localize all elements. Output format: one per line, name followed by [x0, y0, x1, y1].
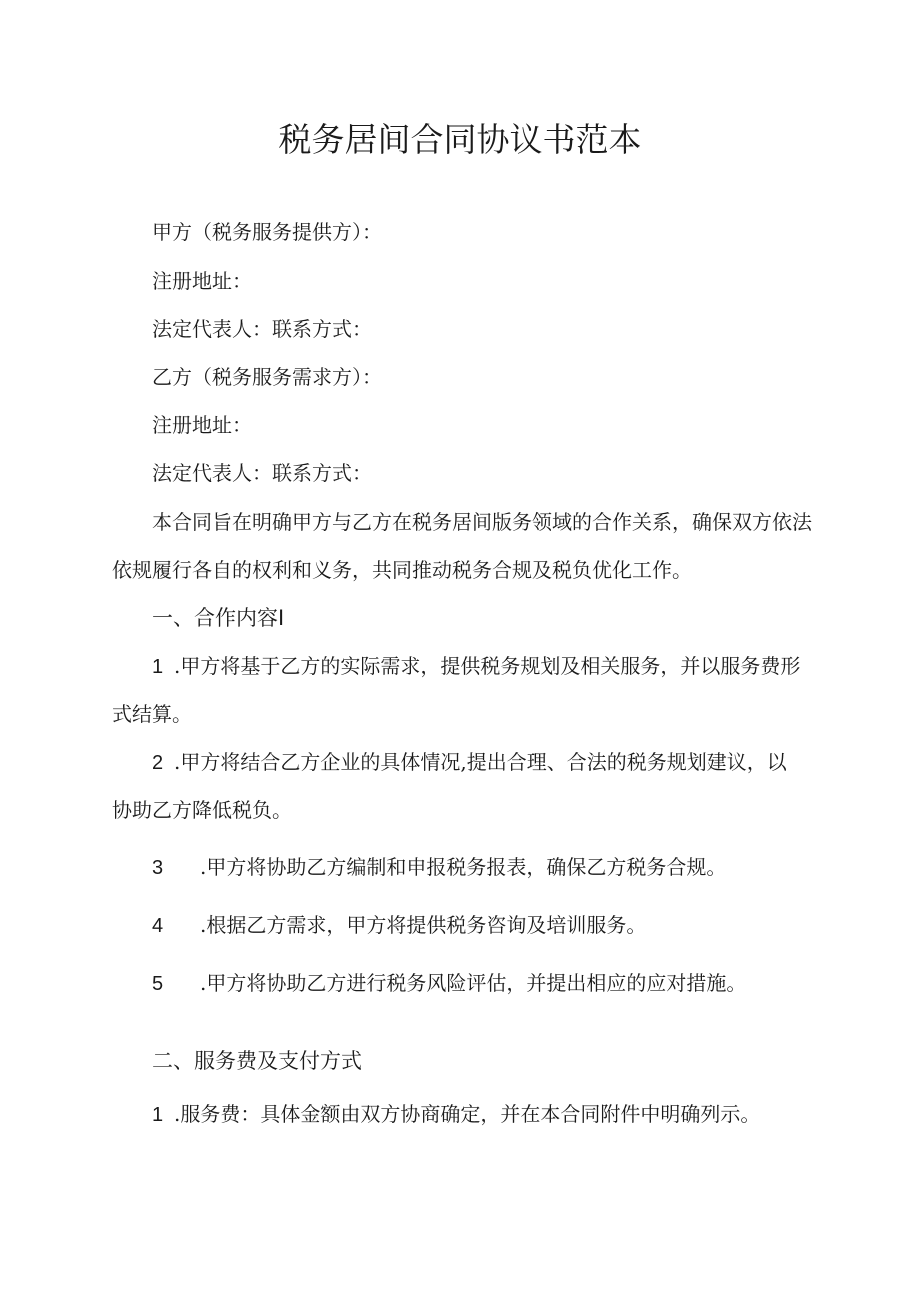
intro-line-2: 依规履行各自的权利和义务，共同推动税务合规及税负优化工作。	[112, 558, 692, 582]
party-b-label: 乙方（税务服务需求方）：	[152, 365, 382, 389]
list-item	[152, 911, 646, 940]
party-b-address: 注册地址：	[152, 413, 252, 437]
party-a-label: 甲方（税务服务提供方）：	[152, 220, 382, 244]
list-item-text: .服务费：具体金额由双方协商确定，并在本合同附件中明确列示。	[174, 1102, 761, 1126]
list-item	[152, 1100, 760, 1129]
document-title: 税务居间合同协议书范本	[278, 120, 642, 159]
intro-line-1: 本合同旨在明确甲方与乙方在税务居间版务领域的合作关系，确保双方依法	[152, 510, 812, 534]
party-b-representative: 法定代表人：联系方式：	[152, 461, 372, 485]
list-item-text: .甲方将协助乙方编制和申报税务报表，确保乙方税务合规。	[200, 855, 727, 879]
list-item	[152, 969, 746, 998]
list-item	[152, 748, 787, 777]
list-item-number: 3	[152, 857, 164, 879]
list-item-text: .甲方将结合乙方企业的具体情况,提出合理、合法的税务规划建议，以	[174, 750, 787, 774]
party-a-address: 注册地址：	[152, 269, 252, 293]
list-item-text: .根据乙方需求，甲方将提供税务咨询及培训服务。	[200, 913, 647, 937]
list-item-continuation: 协助乙方降低税负。	[112, 798, 292, 822]
section-2-heading: 二、服务费及支付方式	[152, 1049, 362, 1073]
list-item-text: .甲方将协助乙方进行税务风险评估，并提出相应的应对措施。	[200, 971, 747, 995]
list-item-number: 1	[152, 1104, 164, 1126]
list-item-number: 5	[152, 973, 164, 995]
list-item-number: 1	[152, 656, 164, 678]
list-item	[152, 853, 726, 882]
list-item-number: 2	[152, 752, 164, 774]
list-item-continuation: 式结算。	[112, 702, 192, 726]
section-1-heading: 一、合作内容I	[152, 606, 285, 630]
list-item-number: 4	[152, 915, 164, 937]
list-item	[152, 652, 800, 681]
list-item-text: .甲方将基于乙方的实际需求，提供税务规划及相关服务，并以服务费形	[174, 654, 801, 678]
party-a-representative: 法定代表人：联系方式：	[152, 317, 372, 341]
